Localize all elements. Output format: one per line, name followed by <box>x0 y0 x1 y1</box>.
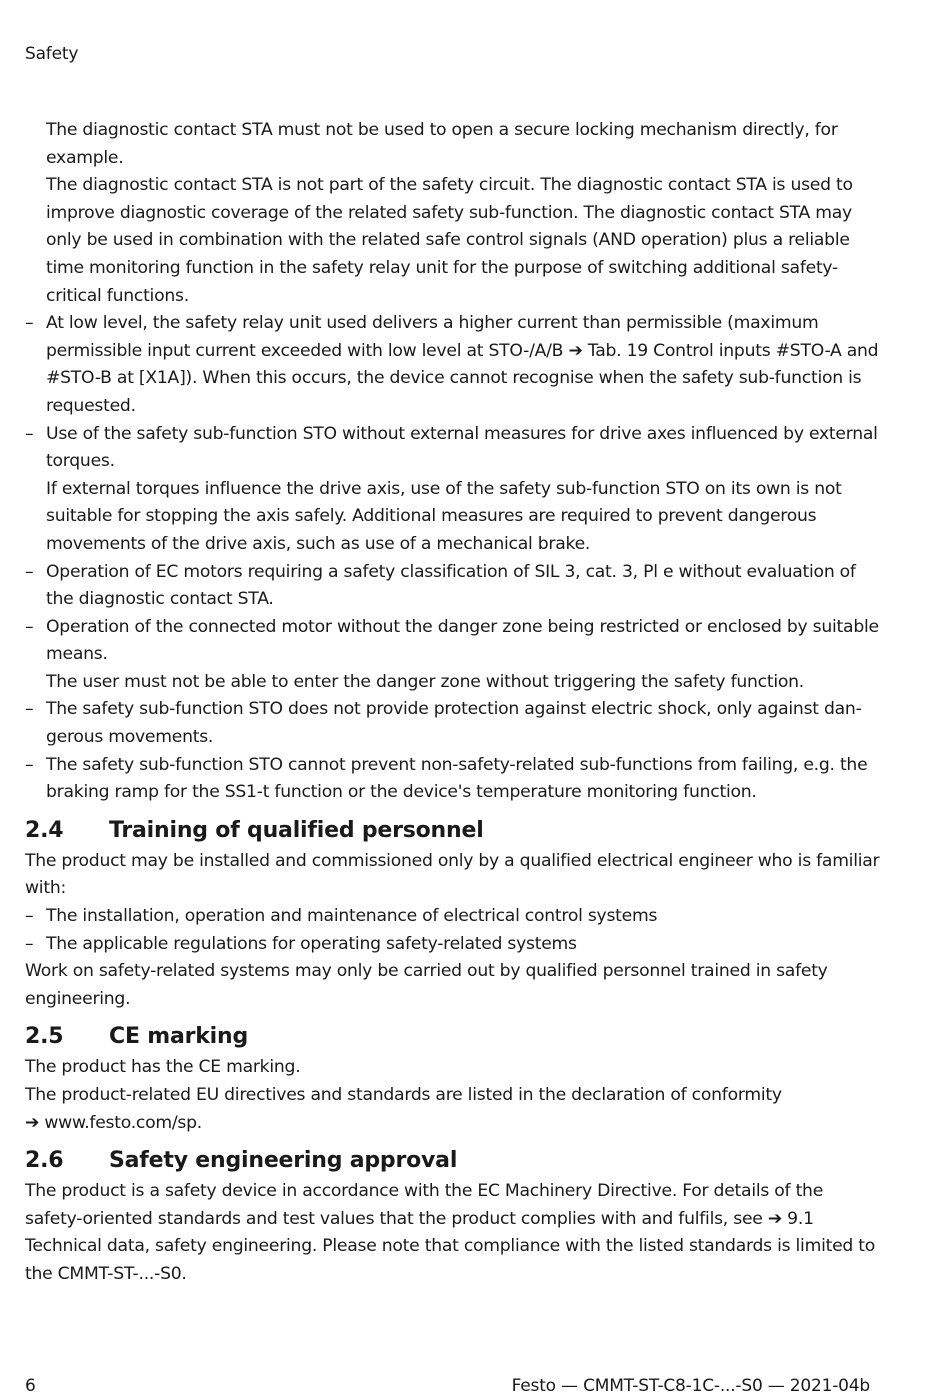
dash-marker: – <box>25 699 34 720</box>
sta-circuit-note: The diagnostic contact STA is not part of the safety circuit. The diagnostic contact STA is used to improve diagnostic coverage of the related safety sub-function. The diagnostic contact STA may only be used in combination with the related safe control signals (AND operation) plus a reliable time monitoring function in the safety relay unit for the purpose of switching additional safety-critical functions. <box>46 175 853 306</box>
bullet-text: Use of the safety sub-function STO without external measures for drive axes influenced by external torques. <box>46 423 878 472</box>
section-heading-2-5 <box>25 1023 885 1051</box>
section-heading-2-6 <box>25 1147 885 1175</box>
paragraph: Work on safety-related systems may only be carried out by qualified personnel trained in safety engineering. <box>25 961 828 1009</box>
section-number: 2.4 <box>25 817 64 843</box>
bullet-text: The safety sub-function STO does not provide protection against electric shock, only against dan-gerous movements. <box>46 699 862 748</box>
list-item <box>25 752 885 807</box>
section-number: 2.5 <box>25 1024 64 1050</box>
paragraph <box>25 1110 885 1138</box>
section-number: 2.6 <box>25 1148 64 1174</box>
running-header: Safety <box>25 44 79 64</box>
sta-lock-note: The diagnostic contact STA must not be used to open a secure locking mechanism directly, for example. <box>46 120 838 168</box>
list-item <box>25 614 885 669</box>
paragraph: The product-related EU directives and standards are listed in the declaration of conformity <box>25 1085 782 1105</box>
dash-marker: – <box>25 561 34 582</box>
festo-link[interactable]: www.festo.com/sp. <box>39 1112 202 1133</box>
dash-marker: – <box>25 933 34 954</box>
list-item <box>25 421 885 476</box>
dash-marker: – <box>25 906 34 927</box>
arrow-right-icon: ➔ <box>25 1112 40 1133</box>
section-heading-2-4 <box>25 817 885 845</box>
section-title: Training of qualified personnel <box>109 817 484 843</box>
bullet-text: Operation of EC motors requiring a safety classification of SIL 3, cat. 3, Pl e without evaluation of the diagnostic contact STA. <box>46 561 856 610</box>
table-reference-link[interactable]: Tab. 19 Control inputs #STO-A and #STO-B at [X1A]). When this occurs, the device cannot recognise when the safety sub-function is requested. <box>46 340 879 416</box>
paragraph: The product has the CE marking. <box>25 1057 301 1078</box>
dash-marker: – <box>25 313 34 334</box>
dash-marker: – <box>25 754 34 775</box>
page-content <box>25 117 885 1289</box>
page-number: 6 <box>25 1376 36 1396</box>
bullet-text: The installation, operation and maintenance of electrical control systems <box>46 906 658 927</box>
list-item <box>25 696 885 751</box>
bullet-note: If external torques influence the drive axis, use of the safety sub-function STO on its own is not suitable for stopping the axis safely. Additional measures are required to prevent dangerous movements of the drive axis, such as use of a mechanical brake. <box>46 478 842 554</box>
dash-marker: – <box>25 616 34 637</box>
list-item <box>25 559 885 614</box>
arrow-right-icon: ➔ <box>568 340 583 361</box>
paragraph-text: The product is a safety device in accordance with the EC Machinery Directive. For details of the safety-oriented standards and test values that the product complies with and fulfils, see <box>25 1181 824 1229</box>
list-item <box>25 903 885 931</box>
bullet-text: The applicable regulations for operating safety-related systems <box>46 933 577 954</box>
paragraph: The product may be installed and commissioned only by a qualified electrical engineer who is familiar with: <box>25 850 880 899</box>
technical-data-link[interactable]: 9.1 Technical data, safety engineering. Please note that compliance with the listed standards is limited to the CMMT-ST-...-S0. <box>25 1208 876 1284</box>
arrow-right-icon: ➔ <box>767 1208 782 1229</box>
bullet-note: The user must not be able to enter the danger zone without triggering the safety function. <box>46 671 804 692</box>
list-item <box>25 931 885 959</box>
bullet-text: At low level, the safety relay unit used delivers a higher current than permissible (maximum permissible input current exceeded with low level at STO-/A/B <box>46 313 819 361</box>
list-item <box>25 310 885 420</box>
dash-marker: – <box>25 423 34 444</box>
bullet-text: The safety sub-function STO cannot prevent non-safety-related sub-functions from failing, e.g. the braking ramp for the SS1-t function or the device's temperature monitoring function. <box>46 754 868 803</box>
section-title: Safety engineering approval <box>109 1148 458 1174</box>
bullet-text: Operation of the connected motor without the danger zone being restricted or enclosed by suitable means. <box>46 616 879 665</box>
document-identifier: Festo — CMMT-ST-C8-1C-...-S0 — 2021-04b <box>511 1376 870 1396</box>
section-title: CE marking <box>109 1024 249 1050</box>
paragraph <box>25 1178 885 1288</box>
